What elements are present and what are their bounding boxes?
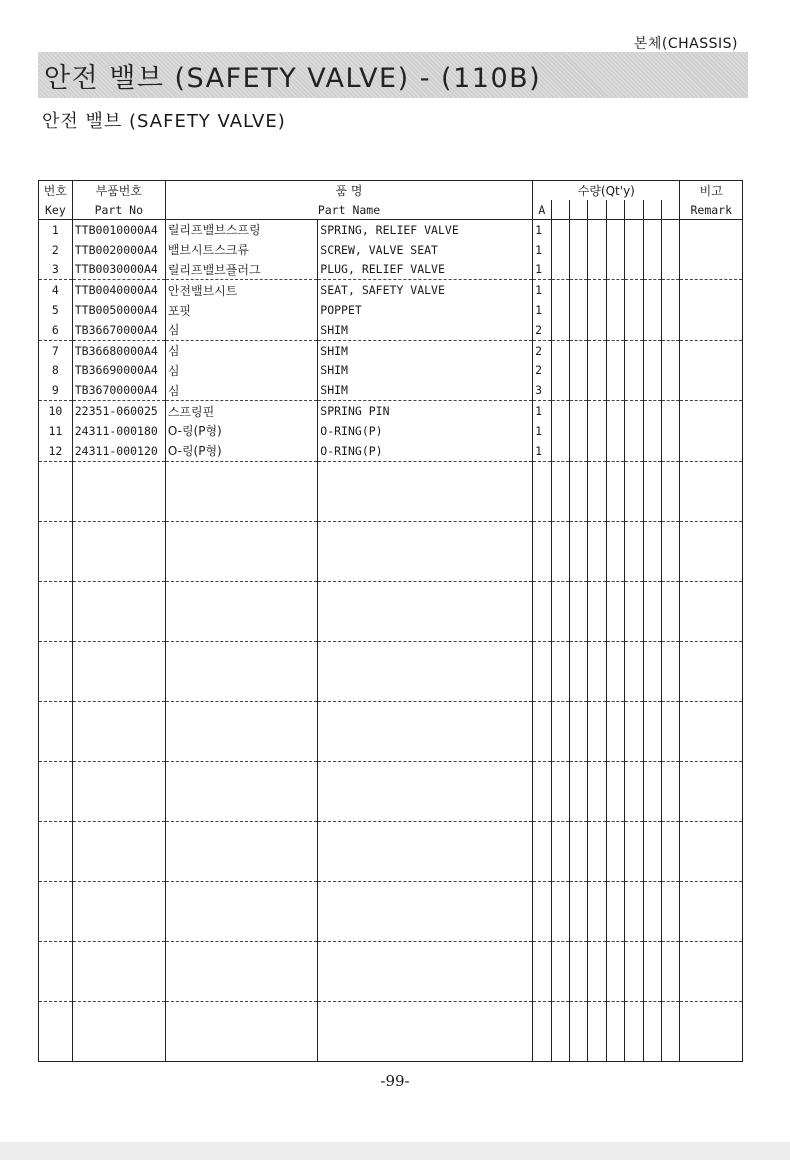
cell-key: 8 <box>39 361 73 381</box>
header-part-no-ko: 부품번호 <box>72 181 165 201</box>
cell-qty-a: 3 <box>533 380 551 400</box>
empty-row-group <box>39 701 743 761</box>
empty-row-group <box>39 641 743 701</box>
empty-row-group <box>39 881 743 941</box>
header-key-ko: 번호 <box>39 181 73 201</box>
cell-qty-a: 1 <box>533 300 551 320</box>
cell-remark <box>680 401 743 421</box>
page-number: -99- <box>380 1072 410 1090</box>
page-subtitle: 안전 밸브 (SAFETY VALVE) <box>42 111 286 132</box>
cell-part-no: TTB0010000A4 <box>72 220 165 240</box>
cell-qty-a: 1 <box>533 401 551 421</box>
empty-row-group <box>39 521 743 581</box>
cell-remark <box>680 300 743 320</box>
cell-qty-a: 1 <box>533 260 551 280</box>
cell-part-no: 24311-000180 <box>72 421 165 441</box>
cell-part-no: TB36690000A4 <box>72 361 165 381</box>
cell-part-no: TTB0050000A4 <box>72 300 165 320</box>
header-remark-en: Remark <box>680 200 743 220</box>
empty-row-group <box>39 761 743 821</box>
cell-name-ko: 안전밸브시트 <box>165 280 317 300</box>
cell-remark <box>680 380 743 400</box>
cell-remark <box>680 240 743 260</box>
header-qty-col <box>551 200 569 220</box>
cell-name-en: SHIM <box>318 380 533 400</box>
table-row <box>39 320 743 340</box>
cell-remark <box>680 220 743 240</box>
cell-key: 3 <box>39 260 73 280</box>
section-label: 본체(CHASSIS) <box>633 36 738 52</box>
cell-part-no: TB36680000A4 <box>72 340 165 360</box>
cell-part-no: TB36670000A4 <box>72 320 165 340</box>
cell-name-en: SHIM <box>318 361 533 381</box>
header-remark-ko: 비고 <box>680 181 743 201</box>
cell-remark <box>680 421 743 441</box>
cell-part-no: TTB0020000A4 <box>72 240 165 260</box>
header-qty-col <box>588 200 606 220</box>
cell-qty-a: 1 <box>533 441 551 461</box>
header-row-korean <box>39 181 743 201</box>
cell-name-ko: 스프링핀 <box>165 401 317 421</box>
cell-part-no: 22351-060025 <box>72 401 165 421</box>
cell-part-no: TB36700000A4 <box>72 380 165 400</box>
cell-key: 6 <box>39 320 73 340</box>
cell-qty-a: 1 <box>533 280 551 300</box>
cell-name-ko: 릴리프밸브플러그 <box>165 260 317 280</box>
cell-name-en: O-RING(P) <box>318 421 533 441</box>
cell-remark <box>680 361 743 381</box>
cell-name-en: O-RING(P) <box>318 441 533 461</box>
cell-name-ko: 심 <box>165 320 317 340</box>
cell-qty-a: 1 <box>533 421 551 441</box>
cell-name-ko: 릴리프밸브스프링 <box>165 220 317 240</box>
table-row <box>39 441 743 461</box>
cell-name-ko: O-링(P형) <box>165 421 317 441</box>
header-part-no-en: Part No <box>72 200 165 220</box>
cell-name-en: SPRING, RELIEF VALVE <box>318 220 533 240</box>
bottom-strip <box>0 1142 790 1160</box>
header-qty-col <box>625 200 643 220</box>
cell-key: 2 <box>39 240 73 260</box>
cell-name-en: SHIM <box>318 340 533 360</box>
header-qty-col <box>569 200 587 220</box>
cell-part-no: TTB0040000A4 <box>72 280 165 300</box>
table-row <box>39 361 743 381</box>
cell-name-ko: 포핏 <box>165 300 317 320</box>
empty-row-group <box>39 461 743 521</box>
header-row-english <box>39 200 743 220</box>
table-row <box>39 380 743 400</box>
table-row <box>39 220 743 240</box>
cell-part-no: 24311-000120 <box>72 441 165 461</box>
header-key-en: Key <box>39 200 73 220</box>
table-row <box>39 260 743 280</box>
cell-key: 9 <box>39 380 73 400</box>
cell-key: 10 <box>39 401 73 421</box>
table-row <box>39 280 743 300</box>
cell-name-en: SPRING PIN <box>318 401 533 421</box>
cell-key: 1 <box>39 220 73 240</box>
header-qty-col <box>661 200 680 220</box>
cell-name-ko: O-링(P형) <box>165 441 317 461</box>
cell-remark <box>680 320 743 340</box>
header-qty-ko: 수량(Qt'y) <box>533 181 680 201</box>
table-row <box>39 340 743 360</box>
cell-name-en: SEAT, SAFETY VALVE <box>318 280 533 300</box>
cell-name-en: POPPET <box>318 300 533 320</box>
header-qty-col <box>606 200 624 220</box>
cell-name-en: SHIM <box>318 320 533 340</box>
table-row <box>39 401 743 421</box>
cell-qty-a: 2 <box>533 361 551 381</box>
header-qty-col <box>643 200 661 220</box>
cell-name-ko: 밸브시트스크류 <box>165 240 317 260</box>
cell-key: 11 <box>39 421 73 441</box>
cell-qty-a: 1 <box>533 240 551 260</box>
table-row <box>39 300 743 320</box>
cell-name-en: SCREW, VALVE SEAT <box>318 240 533 260</box>
header-qty-col-a: A <box>533 200 551 220</box>
cell-qty-a: 1 <box>533 220 551 240</box>
table-row <box>39 240 743 260</box>
cell-remark <box>680 260 743 280</box>
page-title: 안전 밸브 (SAFETY VALVE) - (110B) <box>44 63 542 94</box>
cell-name-en: PLUG, RELIEF VALVE <box>318 260 533 280</box>
parts-table <box>38 180 743 1062</box>
empty-row-group <box>39 1001 743 1061</box>
empty-row-group <box>39 581 743 641</box>
cell-remark <box>680 441 743 461</box>
empty-row-group <box>39 821 743 881</box>
cell-remark <box>680 340 743 360</box>
cell-key: 4 <box>39 280 73 300</box>
empty-row-group <box>39 941 743 1001</box>
cell-name-ko: 심 <box>165 361 317 381</box>
cell-key: 7 <box>39 340 73 360</box>
cell-part-no: TTB0030000A4 <box>72 260 165 280</box>
cell-name-ko: 심 <box>165 340 317 360</box>
cell-remark <box>680 280 743 300</box>
cell-key: 5 <box>39 300 73 320</box>
table-row <box>39 421 743 441</box>
cell-key: 12 <box>39 441 73 461</box>
cell-qty-a: 2 <box>533 340 551 360</box>
cell-qty-a: 2 <box>533 320 551 340</box>
header-part-name-ko: 품 명 <box>165 181 532 201</box>
header-part-name-en: Part Name <box>165 200 532 220</box>
cell-name-ko: 심 <box>165 380 317 400</box>
